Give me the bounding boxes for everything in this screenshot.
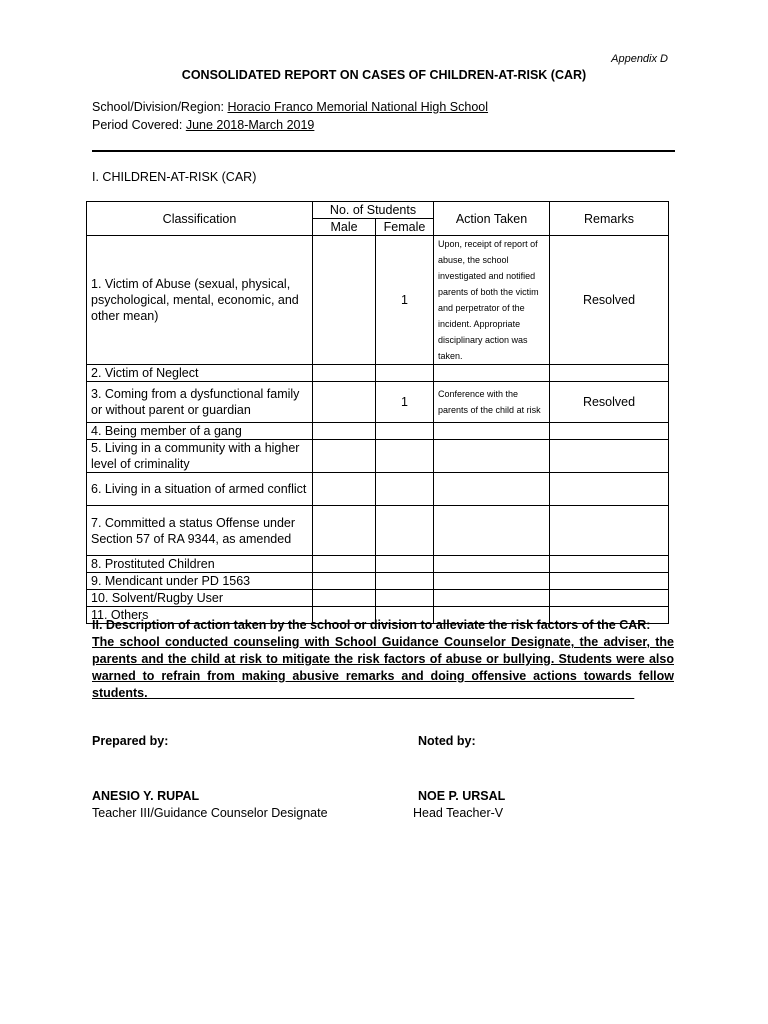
row-female-count: 1 [376, 236, 434, 365]
preparer-title: Teacher III/Guidance Counselor Designate [92, 806, 328, 820]
row-female-count: 1 [376, 382, 434, 423]
car-table [86, 201, 669, 624]
row-classification: 10. Solvent/Rugby User [87, 590, 313, 607]
appendix-label: Appendix D [611, 53, 668, 65]
row-male-count [313, 573, 376, 590]
table-row [87, 440, 669, 473]
row-male-count [313, 236, 376, 365]
row-remarks [550, 556, 669, 573]
section-2-title: II. Description of action taken by the school or division to alleviate the risk factors of the CAR: [92, 618, 651, 632]
row-remarks [550, 440, 669, 473]
noter-title: Head Teacher-V [413, 806, 504, 820]
row-action-taken [434, 440, 550, 473]
row-male-count [313, 473, 376, 506]
row-female-count [376, 473, 434, 506]
prepared-by-label: Prepared by: [92, 734, 169, 748]
row-action-taken: Conference with the parents of the child at risk [434, 382, 550, 423]
school-label: School/Division/Region: [92, 100, 228, 114]
row-female-count [376, 365, 434, 382]
table-row [87, 473, 669, 506]
row-remarks [550, 365, 669, 382]
row-classification: 11. Others [87, 607, 313, 624]
table-row [87, 590, 669, 607]
row-female-count [376, 506, 434, 556]
period-label: Period Covered: [92, 118, 186, 132]
row-remarks: Resolved [550, 236, 669, 365]
table-row [87, 365, 669, 382]
noter-name: NOE P. URSAL [418, 789, 506, 803]
header-remarks: Remarks [550, 202, 669, 236]
row-action-taken: Upon, receipt of report of abuse, the school investigated and notified parents of both the victim and perpetrator of the incident. Appropriate disciplinary action was taken. [434, 236, 550, 365]
row-female-count [376, 423, 434, 440]
row-female-count [376, 556, 434, 573]
section-1-title: I. CHILDREN-AT-RISK (CAR) [92, 170, 257, 184]
row-remarks [550, 573, 669, 590]
action-description: The school conducted counseling with School Guidance Counselor Designate, the adviser, the parents and the child at risk to mitigate the risk factors of abuse or bullying. Students were also warned to refrain from making abusive remarks and doing offensive actions towards fellow students.______________________________________________________________________ [92, 635, 674, 700]
row-classification: 5. Living in a community with a higher level of criminality [87, 440, 313, 473]
row-female-count [376, 590, 434, 607]
noted-by-label: Noted by: [418, 734, 476, 748]
row-action-taken [434, 573, 550, 590]
header-classification: Classification [87, 202, 313, 236]
horizontal-divider [92, 150, 675, 152]
row-action-taken [434, 556, 550, 573]
row-female-count [376, 440, 434, 473]
row-classification: 4. Being member of a gang [87, 423, 313, 440]
table-row [87, 423, 669, 440]
header-female: Female [376, 219, 434, 236]
row-male-count [313, 506, 376, 556]
school-line [92, 100, 488, 114]
row-male-count [313, 590, 376, 607]
row-remarks: Resolved [550, 382, 669, 423]
row-classification: 2. Victim of Neglect [87, 365, 313, 382]
header-action-taken: Action Taken [434, 202, 550, 236]
row-classification: 9. Mendicant under PD 1563 [87, 573, 313, 590]
row-male-count [313, 440, 376, 473]
row-action-taken [434, 473, 550, 506]
row-action-taken [434, 506, 550, 556]
row-classification: 1. Victim of Abuse (sexual, physical, psychological, mental, economic, and other mean) [87, 236, 313, 365]
row-remarks [550, 473, 669, 506]
row-female-count [376, 573, 434, 590]
row-male-count [313, 423, 376, 440]
row-classification: 7. Committed a status Offense under Section 57 of RA 9344, as amended [87, 506, 313, 556]
row-remarks [550, 506, 669, 556]
table-row [87, 236, 669, 365]
row-action-taken [434, 365, 550, 382]
table-row [87, 382, 669, 423]
row-male-count [313, 382, 376, 423]
row-classification: 8. Prostituted Children [87, 556, 313, 573]
table-row [87, 556, 669, 573]
row-remarks [550, 590, 669, 607]
row-action-taken [434, 423, 550, 440]
header-no-students: No. of Students [313, 202, 434, 219]
row-action-taken [434, 590, 550, 607]
preparer-name: ANESIO Y. RUPAL [92, 789, 200, 803]
row-male-count [313, 556, 376, 573]
report-title: CONSOLIDATED REPORT ON CASES OF CHILDREN-AT-RISK (CAR) [181, 68, 587, 82]
table-row [87, 506, 669, 556]
row-male-count [313, 365, 376, 382]
row-remarks [550, 423, 669, 440]
period-value: June 2018-March 2019 [185, 118, 315, 132]
row-classification: 3. Coming from a dysfunctional family or without parent or guardian [87, 382, 313, 423]
header-male: Male [313, 219, 376, 236]
table-row [87, 573, 669, 590]
school-value: Horacio Franco Memorial National High School [227, 100, 489, 114]
row-classification: 6. Living in a situation of armed conflict [87, 473, 313, 506]
period-line [92, 118, 314, 132]
